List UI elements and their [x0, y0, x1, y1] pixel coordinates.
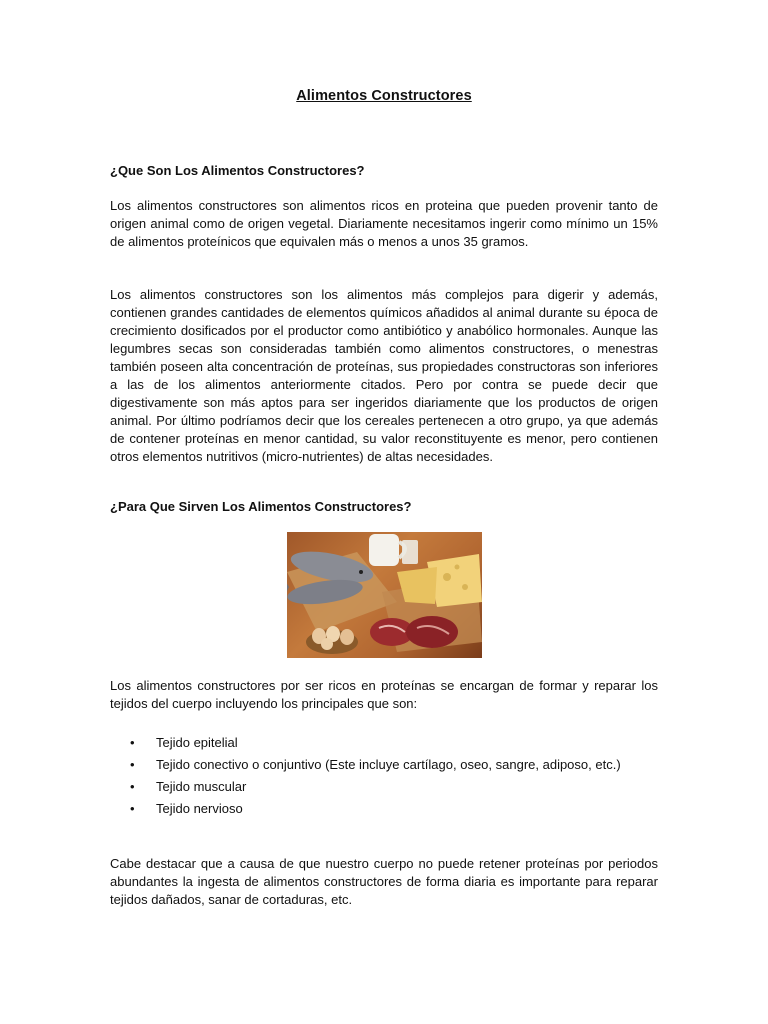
tissue-list — [110, 732, 658, 820]
list-item — [110, 754, 658, 776]
list-item — [110, 732, 658, 754]
section-heading-para-que-sirven: ¿Para Que Sirven Los Alimentos Constructores? — [110, 499, 412, 514]
paragraph-function: Los alimentos constructores por ser ricos en proteínas se encargan de formar y reparar los tejidos del cuerpo incluyendo los principales que son: — [110, 678, 658, 711]
bullet-icon: • — [130, 779, 135, 794]
list-item-text: Tejido muscular — [156, 779, 247, 794]
list-item — [110, 798, 658, 820]
paragraph-definition: Los alimentos constructores son alimentos ricos en proteina que pueden provenir tanto de origen animal como de origen vegetal. Diariamente necesitamos ingerir como mínimo un 15% de alimentos proteínicos que equivalen más o menos a unos 35 gramos. — [110, 198, 658, 249]
document-page — [110, 0, 658, 1024]
bullet-icon: • — [130, 735, 135, 750]
list-item-text: Tejido epitelial — [156, 735, 238, 750]
paragraph-details: Los alimentos constructores son los alimentos más complejos para digerir y además, contienen grandes cantidades de elementos químicos añadidos al animal durante su época de crecimiento dosificados por el productor como antibiótico y anabólico hormonales. Aunque las legumbres secas son consideradas también como alimentos constructores, o menestras también poseen alta concentración de proteínas, sus propiedades constructoras son inferiores a las de los alimentos anteriormente citados. Pero por contra se puede decir que digestivamente son más aptos para ser ingeridos diariamente que los productos de origen animal. Por último podríamos decir que los cereales pertenecen a otro grupo, ya que además de contener proteínas en menor cantidad, su valor reconstituyente es menor, pero contienen otros elementos nutritivos (micro-nutrientes) de altas necesidades. — [110, 287, 658, 464]
bullet-icon: • — [130, 757, 135, 772]
document-title: Alimentos Constructores — [296, 88, 472, 104]
bullet-icon: • — [130, 801, 135, 816]
food-photo-icon — [287, 532, 482, 658]
list-item-text: Tejido conectivo o conjuntivo (Este incluye cartílago, oseo, sangre, adiposo, etc.) — [156, 757, 621, 772]
list-item — [110, 776, 658, 798]
section-heading-que-son: ¿Que Son Los Alimentos Constructores? — [110, 163, 365, 178]
paragraph-conclusion: Cabe destacar que a causa de que nuestro cuerpo no puede retener proteínas por periodos abundantes la ingesta de alimentos constructores de forma diaria es importante para reparar tejidos dañados, sanar de cortaduras, etc. — [110, 856, 658, 907]
list-item-text: Tejido nervioso — [156, 801, 243, 816]
